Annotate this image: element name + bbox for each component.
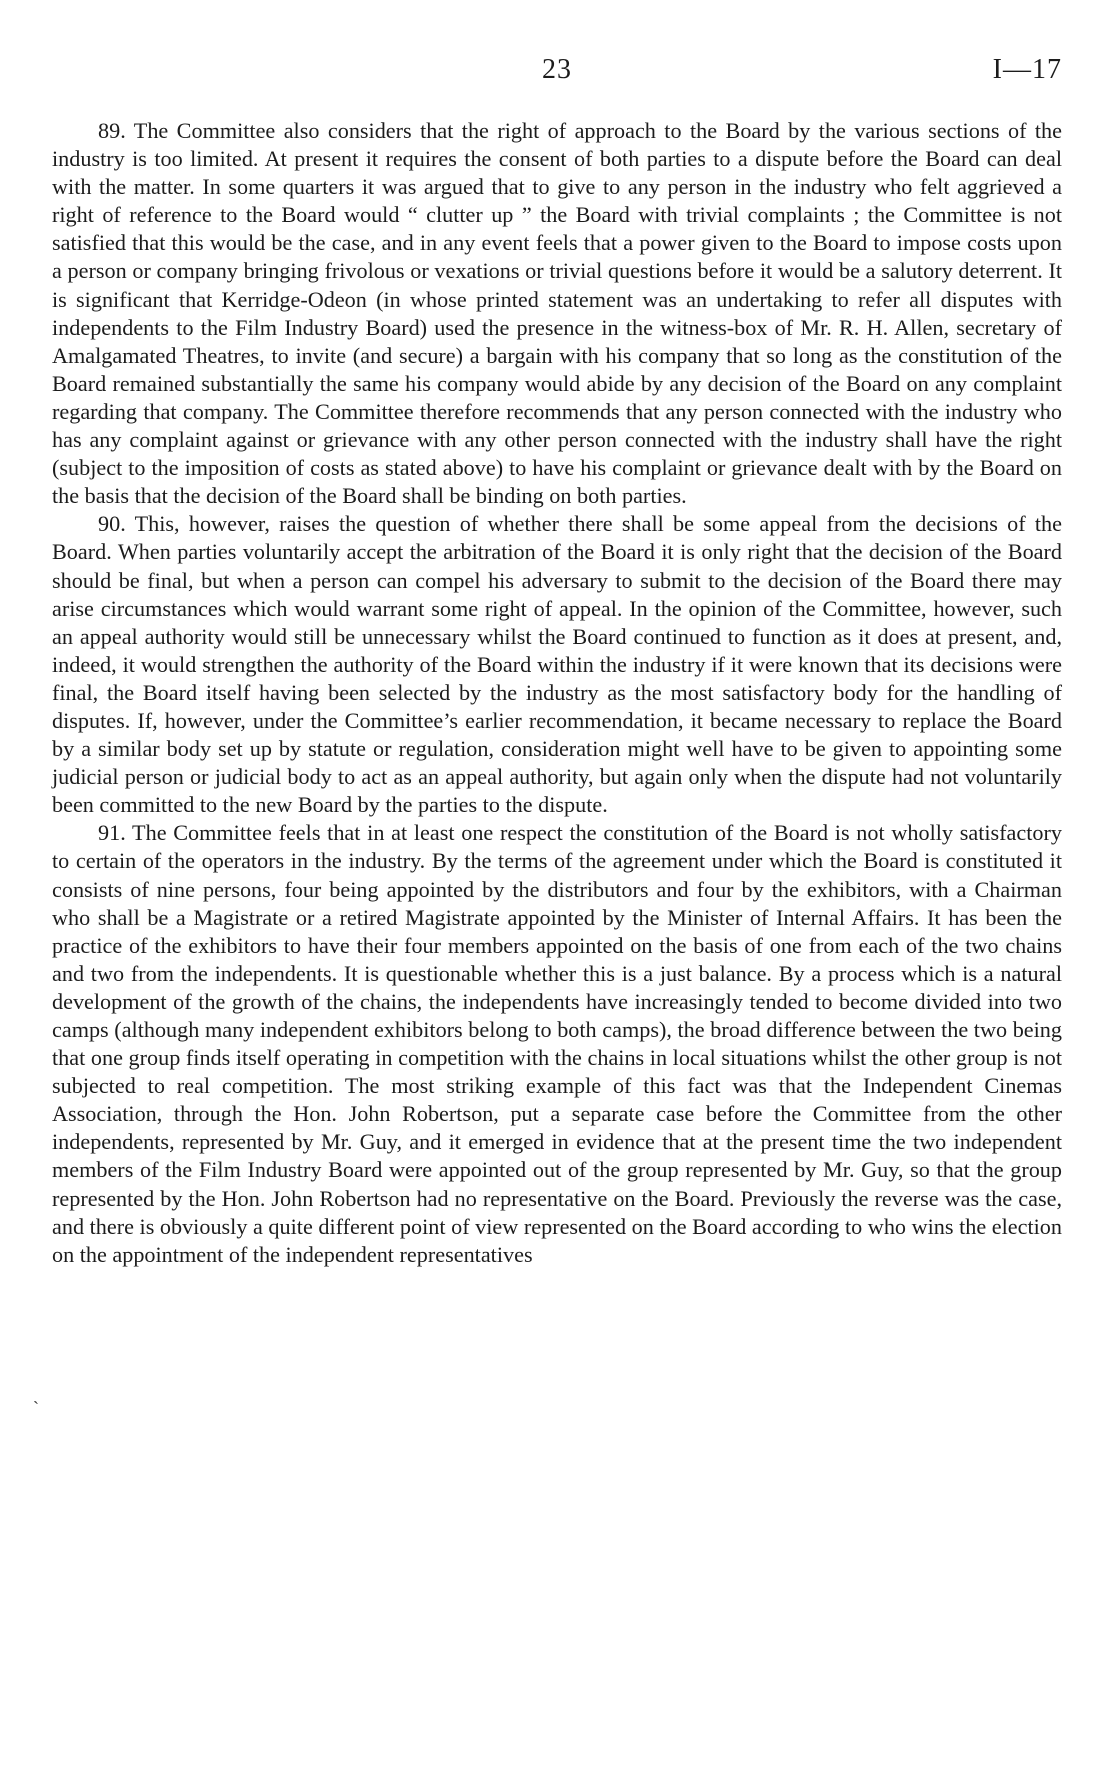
body-text [52,117,1062,1269]
page-header [52,54,1062,94]
paragraph-91: 91. The Committee feels that in at least one respect the constitution of the Board is not wholly satisfactory to certain of the operators in the industry. By the terms of the agreement under which the Board is constituted it consists of nine persons, four being appointed by the distributors and four by the exhibitors, with a Chairman who shall be a Magistrate or a retired Magistrate appointed by the Minister of Internal Affairs. It has been the practice of the exhibitors to have their four members appointed on the basis of one from each of the two chains and two from the independents. It is questionable whether this is a just balance. By a process which is a natural development of the growth of the chains, the independents have increasingly tended to become divided into two camps (although many independent exhibitors belong to both camps), the broad difference between the two being that one group finds itself operating in competition with the chains in local situations whilst the other group is not subjected to real competition. The most striking example of this fact was that the Independent Cinemas Association, through the Hon. John Robertson, put a separate case before the Committee from the other independents, represented by Mr. Guy, and it emerged in evidence that at the present time the two independent members of the Film Industry Board were appointed out of the group represented by Mr. Guy, so that the group represented by the Hon. John Robertson had no representative on the Board. Previously the reverse was the case, and there is obviously a quite different point of view represented on the Board according to who wins the election on the appointment of the independent representatives [52,820,1062,1267]
paragraph-90: 90. This, however, raises the question of whether there shall be some appeal from the decisions of the Board. When parties voluntarily accept the arbitration of the Board it is only right that the decision of the Board should be final, but when a person can compel his adversary to submit to the decision of the Board there may arise circumstances which would warrant some right of appeal. In the opinion of the Committee, however, such an appeal authority would still be unnecessary whilst the Board continued to function as it does at present, and, indeed, it would strengthen the authority of the Board within the industry if it were known that its decisions were final, the Board itself having been selected by the industry as the most satisfactory body for the handling of disputes. If, however, under the Committee’s earlier recommendation, it became necessary to replace the Board by a similar body set up by statute or regulation, consideration might well have to be given to appointing some judicial person or judicial body to act as an appeal authority, but again only when the dispute had not voluntarily been committed to the new Board by the parties to the dispute. [52,511,1062,818]
page-number: 23 [542,54,572,85]
document-reference: I—17 [992,54,1062,85]
scan-artifact-mark: ` [33,1398,39,1418]
paragraph-89: 89. The Committee also considers that the right of approach to the Board by the various sections of the industry is too limited. At present it requires the consent of both parties to a dispute before the Board can deal with the matter. In some quarters it was argued that to give to any person in the industry who felt aggrieved a right of reference to the Board would “ clutter up ” the Board with trivial complaints ; the Committee is not satisfied that this would be the case, and in any event feels that a power given to the Board to impose costs upon a person or company bringing frivolous or vexations or trivial questions before it would be a salutory deterrent. It is significant that Kerridge-Odeon (in whose printed statement was an undertaking to refer all disputes with independents to the Film Industry Board) used the presence in the witness-box of Mr. R. H. Allen, secretary of Amalgamated Theatres, to invite (and secure) a bargain with his company that so long as the constitution of the Board remained substantially the same his company would abide by any decision of the Board on any complaint regarding that company. The Committee therefore recommends that any person connected with the industry who has any complaint against or grievance with any other person connected with the industry shall have the right (subject to the imposition of costs as stated above) to have his complaint or grievance dealt with by the Board on the basis that the decision of the Board shall be binding on both parties. [52,118,1062,509]
